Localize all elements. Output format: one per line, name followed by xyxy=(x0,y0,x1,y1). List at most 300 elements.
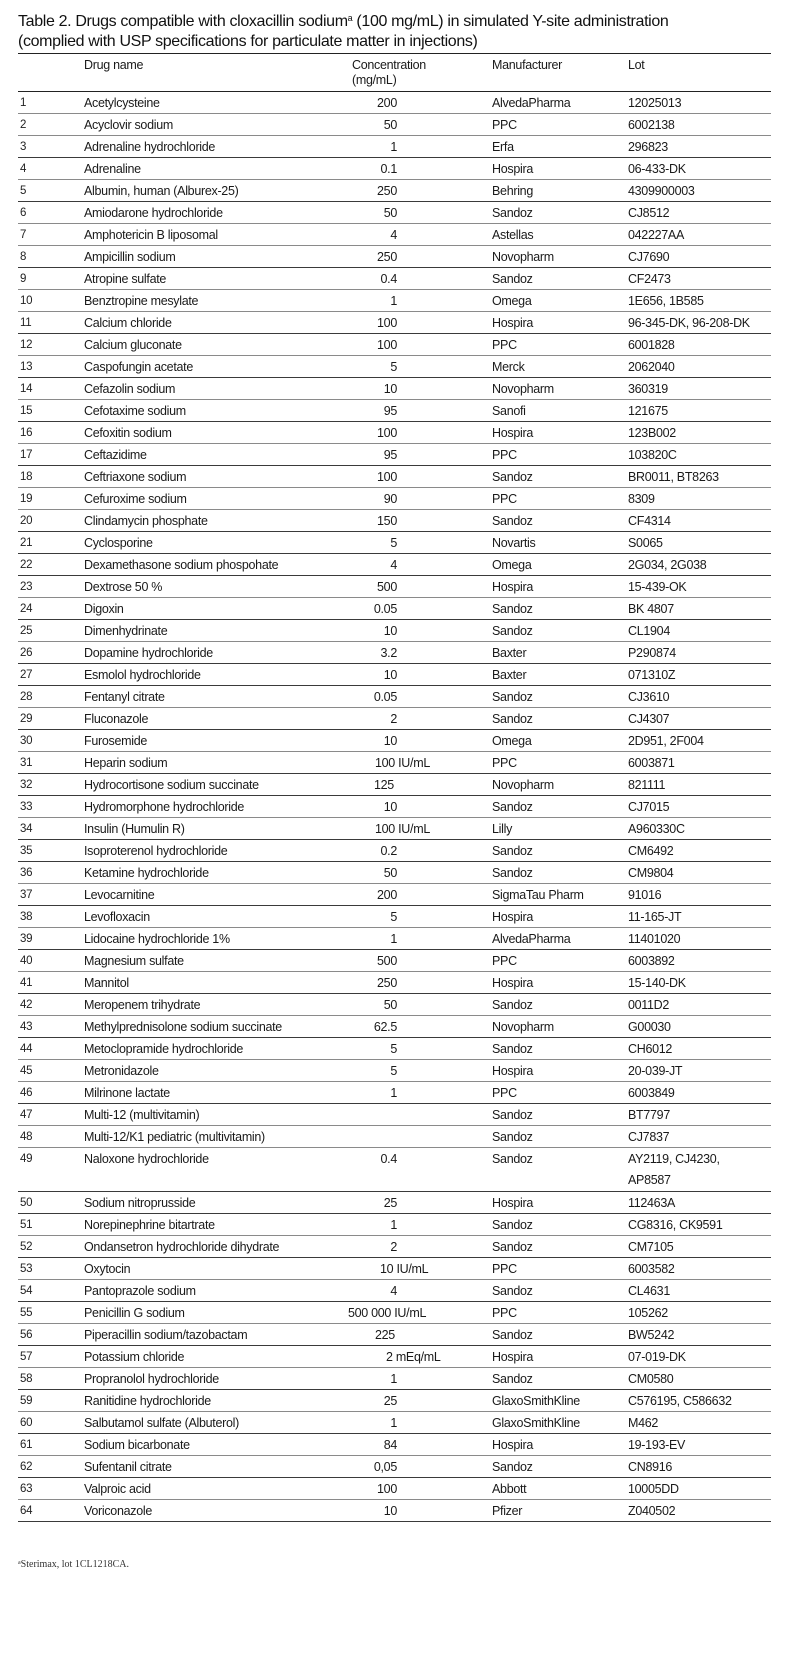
concentration-cell: 4 xyxy=(390,1284,397,1298)
concentration-cell: 1 xyxy=(390,294,397,308)
lot-cell: 4309900003 xyxy=(628,184,695,198)
lot-cell: 6003582 xyxy=(628,1262,675,1276)
manufacturer-cell: Novopharm xyxy=(492,778,554,792)
table-row xyxy=(18,136,771,158)
table-row xyxy=(18,1280,771,1302)
concentration-cell: 100 xyxy=(377,470,397,484)
concentration-cell: 95 xyxy=(383,404,397,418)
manufacturer-cell: GlaxoSmithKline xyxy=(492,1416,580,1430)
drug-name-cell: Lidocaine hydrochloride 1% xyxy=(84,932,230,946)
concentration-cell: 150 xyxy=(377,514,397,528)
concentration-cell: 50 xyxy=(383,118,397,132)
row-number: 63 xyxy=(20,1483,33,1495)
manufacturer-cell: PPC xyxy=(492,954,517,968)
lot-cell: CL4631 xyxy=(628,1284,670,1298)
table-row xyxy=(18,664,771,686)
concentration-cell: 200 xyxy=(377,888,397,902)
table-row xyxy=(18,202,771,224)
table-row xyxy=(18,642,771,664)
lot-cell: CJ8512 xyxy=(628,206,670,220)
drug-name-cell: Esmolol hydrochloride xyxy=(84,668,201,682)
table-row xyxy=(18,620,771,642)
concentration-cell: 62.5 xyxy=(373,1020,397,1034)
lot-cell: 071310Z xyxy=(628,668,676,682)
table-row xyxy=(18,1478,771,1500)
lot-cell: 06-433-DK xyxy=(628,162,686,176)
header-concentration xyxy=(352,58,426,88)
row-number: 2 xyxy=(20,119,27,131)
manufacturer-cell: Sandoz xyxy=(492,1130,533,1144)
drug-name-cell: Ceftazidime xyxy=(84,448,147,462)
row-number: 40 xyxy=(20,955,33,967)
lot-cell: M462 xyxy=(628,1416,659,1430)
lot-cell: 123B002 xyxy=(628,426,676,440)
concentration-cell: 0.2 xyxy=(380,844,397,858)
table-row xyxy=(18,356,771,378)
drug-name-cell: Ketamine hydrochloride xyxy=(84,866,209,880)
table-row xyxy=(18,884,771,906)
table-row xyxy=(18,730,771,752)
drug-name-cell: Dextrose 50 % xyxy=(84,580,163,594)
lot-cell: 6001828 xyxy=(628,338,675,352)
manufacturer-cell: Novopharm xyxy=(492,382,554,396)
lot-cell: CF4314 xyxy=(628,514,671,528)
concentration-cell: 100 IU/mL xyxy=(375,756,430,770)
row-number: 27 xyxy=(20,669,33,681)
row-number: 39 xyxy=(20,933,33,945)
manufacturer-cell: Sandoz xyxy=(492,272,533,286)
concentration-cell: 500 000 IU/mL xyxy=(348,1306,427,1320)
drug-name-cell: Hydrocortisone sodium succinate xyxy=(84,778,259,792)
drug-name-cell: Adrenaline hydrochloride xyxy=(84,140,216,154)
drug-name-cell: Methylprednisolone sodium succinate xyxy=(84,1020,282,1034)
lot-cell: 0011D2 xyxy=(628,998,670,1012)
table-row xyxy=(18,1060,771,1082)
row-number: 34 xyxy=(20,823,33,835)
manufacturer-cell: Sandoz xyxy=(492,624,533,638)
manufacturer-cell: Sandoz xyxy=(492,1218,533,1232)
lot-cell: 2D951, 2F004 xyxy=(628,734,704,748)
drug-name-cell: Caspofungin acetate xyxy=(84,360,193,374)
table-row xyxy=(18,950,771,972)
manufacturer-cell: Behring xyxy=(492,184,533,198)
manufacturer-cell: Hospira xyxy=(492,1350,533,1364)
lot-cell: CL1904 xyxy=(628,624,670,638)
lot-cell: CN8916 xyxy=(628,1460,673,1474)
row-number: 18 xyxy=(20,471,33,483)
manufacturer-cell: Sandoz xyxy=(492,1284,533,1298)
row-number: 19 xyxy=(20,493,33,505)
lot-cell: CG8316, CK9591 xyxy=(628,1218,723,1232)
table-row xyxy=(18,268,771,290)
table-row xyxy=(18,158,771,180)
table-row xyxy=(18,378,771,400)
lot-cell: 296823 xyxy=(628,140,668,154)
row-number: 33 xyxy=(20,801,33,813)
row-number: 5 xyxy=(20,185,27,197)
concentration-cell: 100 xyxy=(377,1482,397,1496)
table-row xyxy=(18,906,771,928)
manufacturer-cell: Baxter xyxy=(492,646,527,660)
row-number: 55 xyxy=(20,1307,33,1319)
row-number: 13 xyxy=(20,361,33,373)
drug-name-cell: Valproic acid xyxy=(84,1482,151,1496)
lot-cell: 6002138 xyxy=(628,118,675,132)
table-row xyxy=(18,840,771,862)
lot-cell: CM7105 xyxy=(628,1240,674,1254)
lot-cell: CM6492 xyxy=(628,844,674,858)
lot-cell: 07-019-DK xyxy=(628,1350,686,1364)
manufacturer-cell: Sandoz xyxy=(492,470,533,484)
row-number: 54 xyxy=(20,1285,33,1297)
concentration-cell: 2 xyxy=(390,1240,397,1254)
row-number: 35 xyxy=(20,845,33,857)
row-number: 61 xyxy=(20,1439,33,1451)
concentration-cell: 10 xyxy=(383,382,397,396)
row-number: 36 xyxy=(20,867,33,879)
table-row xyxy=(18,466,771,488)
manufacturer-cell: Sandoz xyxy=(492,206,533,220)
manufacturer-cell: Sandoz xyxy=(492,1108,533,1122)
row-number: 45 xyxy=(20,1065,33,1077)
concentration-cell: 250 xyxy=(377,184,397,198)
manufacturer-cell: Sandoz xyxy=(492,998,533,1012)
drug-name-cell: Albumin, human (Alburex-25) xyxy=(84,184,239,198)
row-number: 56 xyxy=(20,1329,33,1341)
row-number: 32 xyxy=(20,779,33,791)
drug-name-cell: Cefoxitin sodium xyxy=(84,426,172,440)
row-number: 41 xyxy=(20,977,33,989)
manufacturer-cell: Sandoz xyxy=(492,800,533,814)
manufacturer-cell: Sandoz xyxy=(492,690,533,704)
manufacturer-cell: Merck xyxy=(492,360,525,374)
manufacturer-cell: Sandoz xyxy=(492,602,533,616)
drug-name-cell: Norepinephrine bitartrate xyxy=(84,1218,215,1232)
table-row xyxy=(18,796,771,818)
lot-cell: 2G034, 2G038 xyxy=(628,558,707,572)
concentration-cell: 50 xyxy=(383,998,397,1012)
concentration-cell: 100 IU/mL xyxy=(375,822,430,836)
table-row xyxy=(18,686,771,708)
table-row xyxy=(18,488,771,510)
drug-name-cell: Levocarnitine xyxy=(84,888,155,902)
row-number: 24 xyxy=(20,603,33,615)
row-number: 30 xyxy=(20,735,33,747)
manufacturer-cell: AlvedaPharma xyxy=(492,932,571,946)
table-row xyxy=(18,972,771,994)
drug-name-cell: Ampicillin sodium xyxy=(84,250,176,264)
manufacturer-cell: Hospira xyxy=(492,162,533,176)
table-row xyxy=(18,1412,771,1434)
table-row xyxy=(18,444,771,466)
manufacturer-cell: Sanofi xyxy=(492,404,526,418)
lot-cell: 6003871 xyxy=(628,756,675,770)
row-number: 62 xyxy=(20,1461,33,1473)
row-number: 50 xyxy=(20,1197,33,1209)
lot-cell: 96-345-DK, 96-208-DK xyxy=(628,316,750,330)
table-row xyxy=(18,510,771,532)
row-number: 44 xyxy=(20,1043,33,1055)
drug-name-cell: Multi-12 (multivitamin) xyxy=(84,1108,200,1122)
concentration-cell: 5 xyxy=(390,536,397,550)
row-number: 64 xyxy=(20,1505,33,1517)
lot-cell: 15-439-OK xyxy=(628,580,687,594)
manufacturer-cell: Omega xyxy=(492,558,532,572)
table-row xyxy=(18,576,771,598)
table-row xyxy=(18,312,771,334)
concentration-cell: 500 xyxy=(377,954,397,968)
concentration-cell: 10 xyxy=(383,668,397,682)
manufacturer-cell: Hospira xyxy=(492,316,533,330)
lot-cell: A960330C xyxy=(628,822,685,836)
manufacturer-cell: Hospira xyxy=(492,1064,533,1078)
manufacturer-cell: Lilly xyxy=(492,822,513,836)
header-manufacturer: Manufacturer xyxy=(492,58,563,72)
row-number: 59 xyxy=(20,1395,33,1407)
row-number: 15 xyxy=(20,405,33,417)
manufacturer-cell: PPC xyxy=(492,756,517,770)
table-row xyxy=(18,1236,771,1258)
manufacturer-cell: Sandoz xyxy=(492,1240,533,1254)
lot-cell: 20-039-JT xyxy=(628,1064,683,1078)
table-row xyxy=(18,554,771,576)
manufacturer-cell: PPC xyxy=(492,1262,517,1276)
table-row xyxy=(18,334,771,356)
table-row xyxy=(18,1346,771,1368)
table-row xyxy=(18,422,771,444)
row-number: 52 xyxy=(20,1241,33,1253)
row-number: 29 xyxy=(20,713,33,725)
title-line1-post: (100 mg/mL) in simulated Y-site administration xyxy=(352,13,669,30)
table-row xyxy=(18,862,771,884)
lot-cell: AY2119, CJ4230, AP8587 xyxy=(628,1152,720,1187)
title-footnote-marker: a xyxy=(347,13,353,23)
lot-cell: 6003892 xyxy=(628,954,675,968)
footnote-marker: a xyxy=(18,1560,21,1566)
table-row xyxy=(18,246,771,268)
concentration-cell: 1 xyxy=(390,1218,397,1232)
compatibility-table xyxy=(18,53,771,1522)
concentration-cell: 125 xyxy=(374,778,394,792)
manufacturer-cell: Sandoz xyxy=(492,1042,533,1056)
lot-cell: BK 4807 xyxy=(628,602,674,616)
manufacturer-cell: Sandoz xyxy=(492,712,533,726)
drug-name-cell: Sufentanil citrate xyxy=(84,1460,172,1474)
lot-cell: CJ7837 xyxy=(628,1130,670,1144)
row-number: 4 xyxy=(20,163,27,175)
concentration-cell: 25 xyxy=(383,1196,397,1210)
concentration-cell: 5 xyxy=(390,1064,397,1078)
table-row xyxy=(18,1016,771,1038)
row-number: 14 xyxy=(20,383,33,395)
lot-cell: 105262 xyxy=(628,1306,668,1320)
manufacturer-cell: Sandoz xyxy=(492,844,533,858)
manufacturer-cell: PPC xyxy=(492,448,517,462)
drug-name-cell: Oxytocin xyxy=(84,1262,131,1276)
manufacturer-cell: Sandoz xyxy=(492,1328,533,1342)
drug-name-cell: Mannitol xyxy=(84,976,129,990)
concentration-cell: 500 xyxy=(377,580,397,594)
drug-name-cell: Naloxone hydrochloride xyxy=(84,1152,209,1166)
manufacturer-cell: PPC xyxy=(492,1086,517,1100)
drug-name-cell: Dexamethasone sodium phospohate xyxy=(84,558,279,572)
lot-cell: 360319 xyxy=(628,382,668,396)
manufacturer-cell: Hospira xyxy=(492,426,533,440)
concentration-cell: 225 xyxy=(375,1328,395,1342)
table-row xyxy=(18,1192,771,1214)
manufacturer-cell: PPC xyxy=(492,1306,517,1320)
row-number: 49 xyxy=(20,1153,33,1165)
concentration-cell: 10 xyxy=(383,800,397,814)
lot-cell: CM9804 xyxy=(628,866,674,880)
lot-cell: CJ4307 xyxy=(628,712,670,726)
header-drug-name: Drug name xyxy=(84,58,144,72)
drug-name-cell: Cefuroxime sodium xyxy=(84,492,187,506)
table-row xyxy=(18,1500,771,1522)
row-number: 16 xyxy=(20,427,33,439)
lot-cell: P290874 xyxy=(628,646,676,660)
header-concentration-line1: Concentration xyxy=(352,58,426,72)
row-number: 22 xyxy=(20,559,33,571)
manufacturer-cell: PPC xyxy=(492,338,517,352)
drug-name-cell: Insulin (Humulin R) xyxy=(84,822,185,836)
table-row xyxy=(18,92,771,114)
concentration-cell: 84 xyxy=(383,1438,397,1452)
concentration-cell: 5 xyxy=(390,910,397,924)
concentration-cell: 10 xyxy=(383,734,397,748)
drug-name-cell: Heparin sodium xyxy=(84,756,168,770)
drug-name-cell: Potassium chloride xyxy=(84,1350,185,1364)
drug-name-cell: Isoproterenol hydrochloride xyxy=(84,844,228,858)
drug-name-cell: Furosemide xyxy=(84,734,147,748)
table-row xyxy=(18,928,771,950)
row-number: 21 xyxy=(20,537,33,549)
drug-name-cell: Amiodarone hydrochloride xyxy=(84,206,223,220)
drug-name-cell: Metoclopramide hydrochloride xyxy=(84,1042,244,1056)
manufacturer-cell: Hospira xyxy=(492,1438,533,1452)
lot-cell: 19-193-EV xyxy=(628,1438,686,1452)
manufacturer-cell: Baxter xyxy=(492,668,527,682)
drug-name-cell: Adrenaline xyxy=(84,162,141,176)
manufacturer-cell: Novopharm xyxy=(492,250,554,264)
concentration-cell: 2 mEq/mL xyxy=(386,1350,441,1364)
drug-name-cell: Amphotericin B liposomal xyxy=(84,228,218,242)
drug-name-cell: Dimenhydrinate xyxy=(84,624,168,638)
title-line2: (complied with USP specifications for particulate matter in injections) xyxy=(18,33,478,50)
row-number: 7 xyxy=(20,229,27,241)
drug-name-cell: Meropenem trihydrate xyxy=(84,998,201,1012)
drug-name-cell: Dopamine hydrochloride xyxy=(84,646,213,660)
table-row xyxy=(18,598,771,620)
lot-cell: 91016 xyxy=(628,888,662,902)
drug-name-cell: Cefotaxime sodium xyxy=(84,404,186,418)
manufacturer-cell: Hospira xyxy=(492,976,533,990)
lot-cell: CJ3610 xyxy=(628,690,670,704)
row-number: 48 xyxy=(20,1131,33,1143)
manufacturer-cell: Sandoz xyxy=(492,514,533,528)
concentration-cell: 3.2 xyxy=(380,646,397,660)
concentration-cell: 1 xyxy=(390,1372,397,1386)
table-row xyxy=(18,290,771,312)
drug-name-cell: Metronidazole xyxy=(84,1064,159,1078)
manufacturer-cell: Sandoz xyxy=(492,866,533,880)
table-body xyxy=(18,92,771,1522)
table-title xyxy=(18,12,778,52)
concentration-cell: 1 xyxy=(390,932,397,946)
concentration-cell: 0.05 xyxy=(373,690,397,704)
row-number: 31 xyxy=(20,757,33,769)
row-number: 57 xyxy=(20,1351,33,1363)
row-number: 47 xyxy=(20,1109,33,1121)
concentration-cell: 0.1 xyxy=(380,162,397,176)
table-row xyxy=(18,532,771,554)
concentration-cell: 0,05 xyxy=(373,1460,397,1474)
footnote-text: Sterimax, lot 1CL1218CA. xyxy=(20,1559,130,1570)
lot-cell: 2062040 xyxy=(628,360,675,374)
table-row xyxy=(18,1148,771,1192)
concentration-cell: 0.4 xyxy=(380,1152,397,1166)
row-number: 28 xyxy=(20,691,33,703)
table-row xyxy=(18,400,771,422)
concentration-cell: 100 xyxy=(377,316,397,330)
row-number: 10 xyxy=(20,295,33,307)
row-number: 20 xyxy=(20,515,33,527)
row-number: 58 xyxy=(20,1373,33,1385)
lot-cell: 12025013 xyxy=(628,96,682,110)
lot-cell: 11-165-JT xyxy=(628,910,682,924)
drug-name-cell: Ondansetron hydrochloride dihydrate xyxy=(84,1240,280,1254)
lot-cell: 1E656, 1B585 xyxy=(628,294,704,308)
lot-cell: S0065 xyxy=(628,536,663,550)
table-row xyxy=(18,1390,771,1412)
table-row xyxy=(18,1434,771,1456)
manufacturer-cell: Omega xyxy=(492,294,532,308)
row-number: 37 xyxy=(20,889,33,901)
lot-cell: 821111 xyxy=(628,778,666,792)
concentration-cell: 250 xyxy=(377,976,397,990)
lot-cell: 10005DD xyxy=(628,1482,679,1496)
concentration-cell: 10 xyxy=(383,1504,397,1518)
drug-name-cell: Digoxin xyxy=(84,602,124,616)
lot-cell: CH6012 xyxy=(628,1042,673,1056)
drug-name-cell: Salbutamol sulfate (Albuterol) xyxy=(84,1416,239,1430)
lot-cell: 11401020 xyxy=(628,932,681,946)
table-row xyxy=(18,114,771,136)
table-row xyxy=(18,708,771,730)
drug-name-cell: Cyclosporine xyxy=(84,536,153,550)
row-number: 17 xyxy=(20,449,33,461)
manufacturer-cell: Abbott xyxy=(492,1482,527,1496)
row-number: 12 xyxy=(20,339,33,351)
drug-name-cell: Milrinone lactate xyxy=(84,1086,170,1100)
row-number: 1 xyxy=(20,97,27,109)
drug-name-cell: Calcium gluconate xyxy=(84,338,182,352)
table-row xyxy=(18,1324,771,1346)
manufacturer-cell: Hospira xyxy=(492,1196,533,1210)
table-row xyxy=(18,1368,771,1390)
drug-name-cell: Acyclovir sodium xyxy=(84,118,173,132)
lot-cell: CJ7690 xyxy=(628,250,670,264)
table-row xyxy=(18,994,771,1016)
manufacturer-cell: AlvedaPharma xyxy=(492,96,571,110)
row-number: 9 xyxy=(20,273,27,285)
drug-name-cell: Atropine sulfate xyxy=(84,272,167,286)
concentration-cell: 1 xyxy=(390,1086,397,1100)
manufacturer-cell: Sandoz xyxy=(492,1460,533,1474)
drug-name-cell: Fluconazole xyxy=(84,712,149,726)
lot-cell: 6003849 xyxy=(628,1086,675,1100)
concentration-cell: 100 xyxy=(377,338,397,352)
